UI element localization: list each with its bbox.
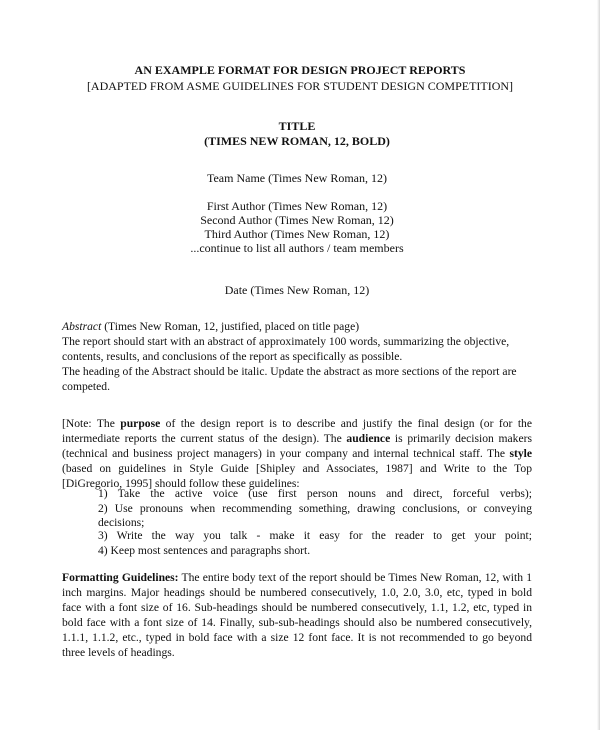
- first-author: First Author (Times New Roman, 12): [206, 199, 388, 213]
- guideline-item-4: 4) Keep most sentences and paragraphs short.: [98, 544, 311, 557]
- document-heading: AN EXAMPLE FORMAT FOR DESIGN PROJECT REPORTS: [134, 63, 466, 77]
- team-name: Team Name (Times New Roman, 12): [206, 171, 388, 185]
- third-author: Third Author (Times New Roman, 12): [204, 227, 390, 241]
- formatting-body: The entire body text of the report should be Times New Roman, 12, with 1 inch margins. Major headings should be numbered consecutively, 1.0, 2.0, 3.0, etc, typed in bold face with a font size of 16. Sub-headings should be numbered consecutively, 1.1, 1.2, etc, typed in bold face with a font size of 14. Finally, sub-sub-headings should also be numbered consecutively, 1.1.1, 1.1.2, etc., typed in bold face with a size 12 font face. It is not recommended to go beyond three levels of headings.: [62, 571, 532, 659]
- abstract-spec: (Times New Roman, 12, justified, placed on title page): [101, 320, 360, 333]
- authors-continue: ...continue to list all authors / team members: [190, 241, 404, 255]
- formatting-label: Formatting Guidelines:: [62, 571, 179, 584]
- abstract-para-2: The heading of the Abstract should be italic. Update the abstract as more sections of the report are competed.: [62, 365, 517, 393]
- date-line: Date (Times New Roman, 12): [224, 283, 370, 297]
- guideline-item-2: 2) Use pronouns when recommending something, drawing conclusions, or conveying: [98, 502, 532, 515]
- abstract-label: Abstract: [62, 320, 102, 333]
- guideline-item-1: 1) Take the active voice (use first person nouns and direct, forceful verbs);: [98, 487, 532, 500]
- style-term: style: [509, 447, 532, 460]
- purpose-term: purpose: [120, 417, 161, 430]
- note-paragraph: [Note: The purpose of the design report is to describe and justify the final design (or for the intermediate reports the current status of the design). The audience is primarily decision makers (technical and business project managers) in your company and internal technical staff. The style (based on guidelines in Style Guide [Shipley and Associates, 1987] and Write to the Top [DiGregorio, 1995] should follow these guidelines:: [62, 417, 532, 490]
- abstract-heading: [62, 319, 532, 334]
- second-author: Second Author (Times New Roman, 12): [200, 213, 394, 227]
- title-label: TITLE: [278, 119, 316, 133]
- abstract-para-1: The report should start with an abstract of approximately 100 words, summarizing the objective, contents, results, and conclusions of the report as specifically as possible.: [62, 335, 510, 363]
- guideline-item-2-cont: decisions;: [98, 516, 145, 529]
- document-subheading: [ADAPTED FROM ASME GUIDELINES FOR STUDENT DESIGN COMPETITION]: [86, 79, 514, 93]
- abstract-body: [62, 334, 532, 394]
- guideline-item-3: 3) Write the way you talk - make it easy for the reader to get your point;: [98, 529, 532, 542]
- audience-term: audience: [346, 432, 391, 445]
- formatting-guidelines: [62, 570, 532, 660]
- title-font-spec: (TIMES NEW ROMAN, 12, BOLD): [204, 134, 390, 148]
